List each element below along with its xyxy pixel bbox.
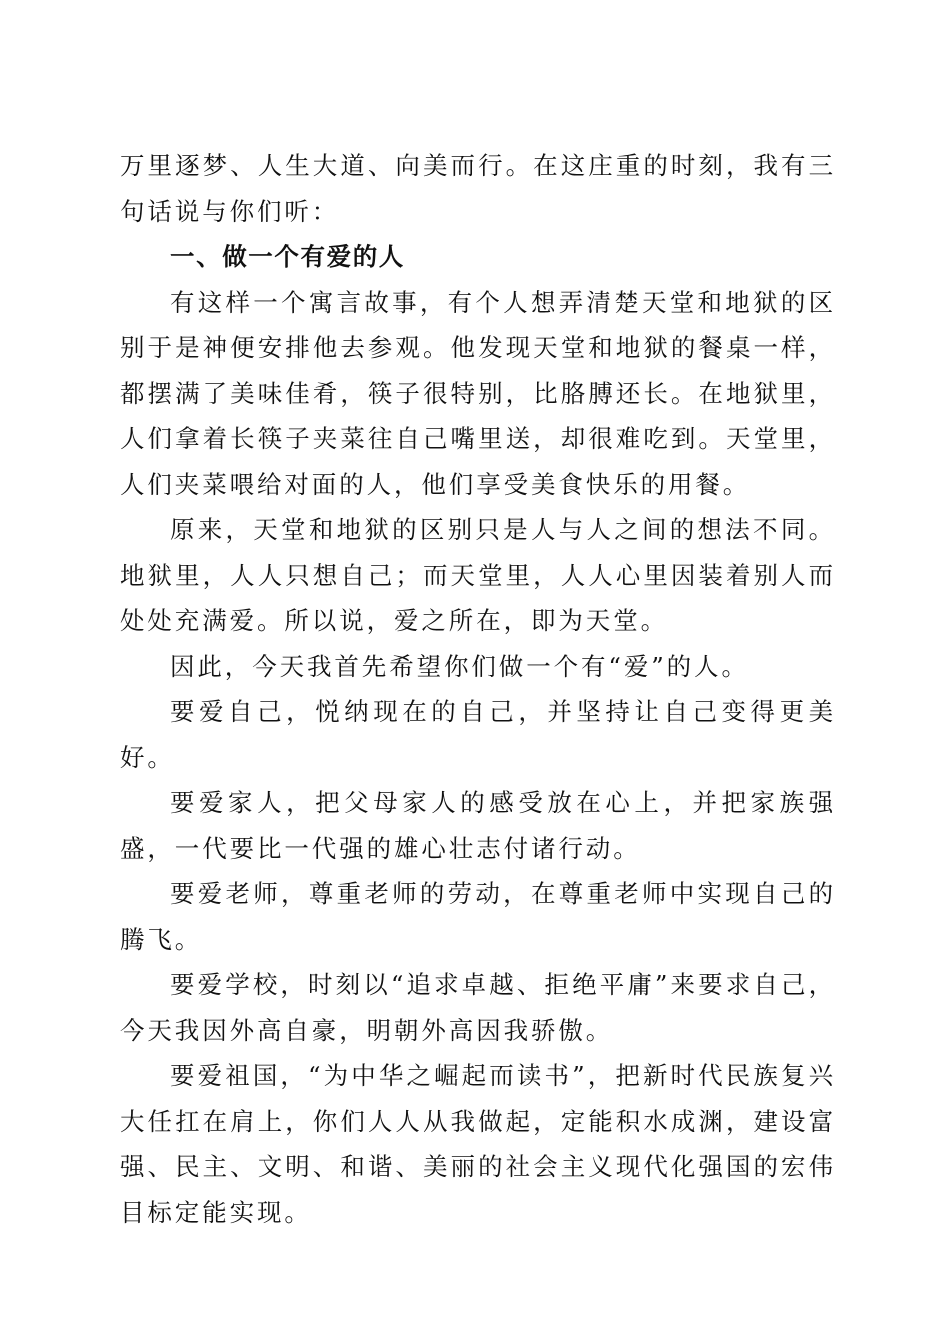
intro-paragraph: 万里逐梦、人生大道、向美而行。在这庄重的时刻，我有三句话说与你们听： bbox=[120, 151, 836, 226]
love-self-paragraph: 要爱自己，悦纳现在的自己，并坚持让自己变得更美好。 bbox=[120, 697, 836, 772]
document-body bbox=[120, 143, 836, 1235]
explanation-paragraph: 原来，天堂和地狱的区别只是人与人之间的想法不同。地狱里，人人只想自己；而天堂里，人人心里因装着别人而处处充满爱。所以说，爱之所在，即为天堂。 bbox=[120, 515, 836, 635]
parable-paragraph: 有这样一个寓言故事，有个人想弄清楚天堂和地狱的区别于是神便安排他去参观。他发现天堂和地狱的餐桌一样，都摆满了美味佳肴，筷子很特别，比胳膊还长。在地狱里，人们拿着长筷子夹菜往自己嘴里送，却很难吃到。天堂里，人们夹菜喂给对面的人，他们享受美食快乐的用餐。 bbox=[120, 287, 836, 499]
love-school-paragraph: 要爱学校，时刻以“追求卓越、拒绝平庸”来要求自己，今天我因外高自豪，明朝外高因我骄傲。 bbox=[120, 970, 836, 1045]
love-family-paragraph: 要爱家人，把父母家人的感受放在心上，并把家族强盛，一代要比一代强的雄心壮志付诸行动。 bbox=[120, 788, 836, 863]
love-country-paragraph: 要爱祖国，“为中华之崛起而读书”，把新时代民族复兴大任扛在肩上，你们人人从我做起，定能积水成渊，建设富强、民主、文明、和谐、美丽的社会主义现代化强国的宏伟目标定能实现。 bbox=[120, 1061, 836, 1227]
section-heading: 一、做一个有爱的人 bbox=[170, 242, 405, 271]
hope-paragraph: 因此，今天我首先希望你们做一个有“爱”的人。 bbox=[170, 651, 749, 681]
love-teachers-paragraph: 要爱老师，尊重老师的劳动，在尊重老师中实现自己的腾飞。 bbox=[120, 879, 836, 954]
